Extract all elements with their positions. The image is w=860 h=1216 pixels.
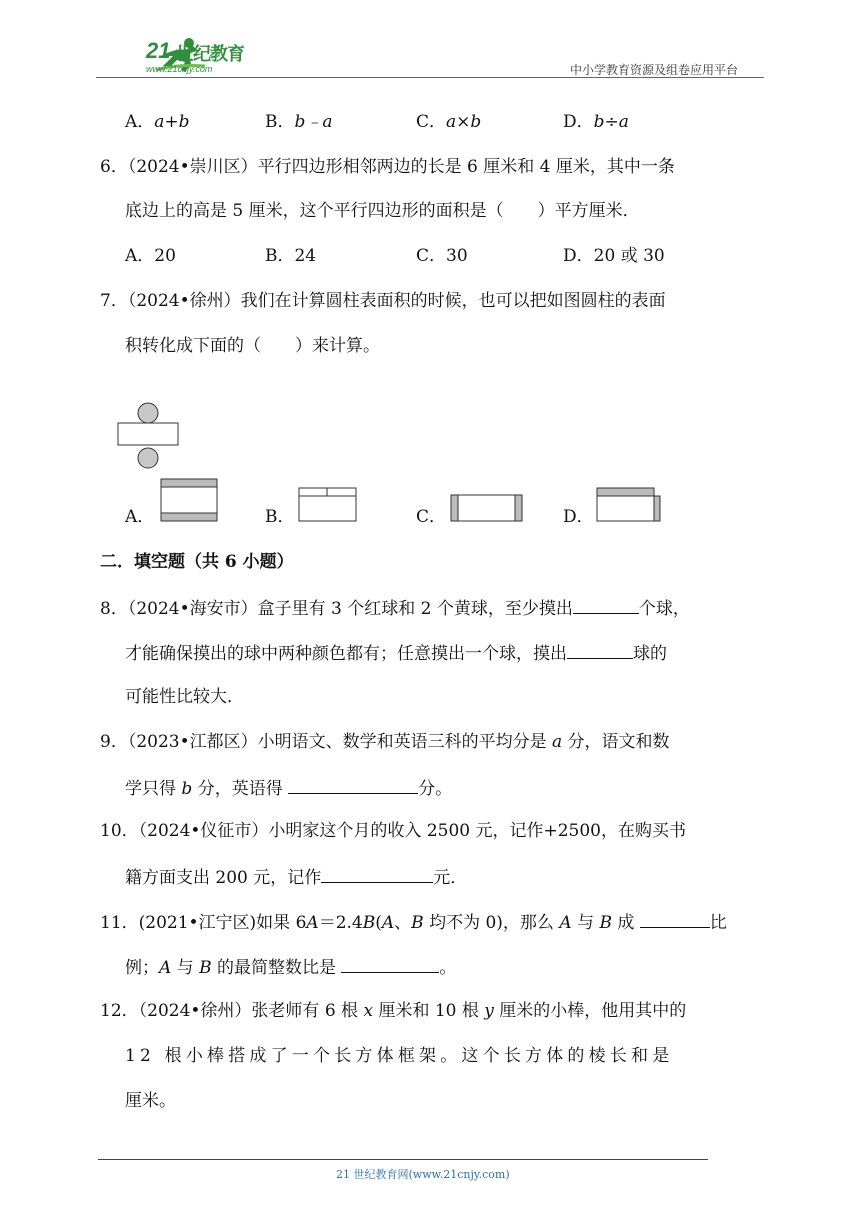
q7-option-d: D． [563, 507, 594, 527]
option-b-figure [298, 487, 358, 523]
q8-line2: 才能确保摸出的球中两种颜色都有；任意摸出一个球，摸出 球的 [125, 640, 667, 666]
q6-option-b: B．24 [265, 246, 317, 266]
option-a-figure [160, 478, 220, 523]
q8-blank-2[interactable] [567, 640, 633, 659]
q5-option-a: A．a+b [125, 112, 190, 132]
q8-blank-1[interactable] [573, 595, 639, 614]
top-circle [138, 403, 158, 423]
footer-link[interactable]: 21 世纪教育网(www.21cnjy.com) [336, 1168, 510, 1181]
q10-line1: 10．（2024•仪征市）小明家这个月的收入 2500 元，记作+2500，在购买书 [100, 821, 687, 841]
q5-option-b: B．b﹣a [265, 112, 333, 132]
option-d-figure [596, 487, 662, 523]
q11-line2: 例；A 与 B 的最简整数比是 。 [125, 954, 456, 980]
section-title: 二．填空题（共 6 小题） [100, 552, 294, 572]
q6-option-d: D．20 或 30 [563, 246, 665, 266]
q5-option-d: D．b÷a [563, 112, 629, 132]
q7-line1: 7．（2024•徐州）我们在计算圆柱表面积的时候，也可以把如图圆柱的表面 [100, 291, 666, 311]
q7-option-c: C． [416, 507, 447, 527]
q8-line3: 可能性比较大． [125, 687, 244, 707]
q5-option-c: C．a×b [416, 112, 482, 132]
header-divider [96, 77, 764, 78]
option-c-figure [450, 494, 524, 524]
q8-line1: 8．（2024•海安市）盒子里有 3 个红球和 2 个黄球，至少摸出 个球， [100, 595, 690, 621]
logo-name: 世纪教育 [176, 44, 244, 65]
q10-line2: 籍方面支出 200 元，记作 元． [125, 864, 467, 890]
logo-url: www.21cnjy.com [146, 64, 213, 74]
side-rectangle [118, 423, 178, 445]
q9-line2: 学只得 b 分，英语得 分。 [125, 775, 452, 801]
q10-blank[interactable] [321, 864, 433, 883]
q11-line1: 11．(2021•江宁区)如果 6A＝2.4B(A、B 均不为 0)，那么 A 与 B 成 比 [100, 909, 727, 935]
q11-blank-2[interactable] [341, 954, 439, 973]
q7-option-a: A． [125, 507, 155, 527]
q6-line2: 底边上的高是 5 厘米，这个平行四边形的面积是（ ）平方厘米． [125, 201, 640, 221]
q12-line1: 12．（2024•徐州）张老师有 6 根 x 厘米和 10 根 y 厘米的小棒，他用其中的 [100, 1001, 687, 1021]
q6-option-a: A．20 [125, 246, 176, 266]
q7-line2: 积转化成下面的（ ）来计算。 [125, 336, 380, 356]
q6-line1: 6．（2024•崇川区）平行四边形相邻两边的长是 6 厘米和 4 厘米，其中一条 [100, 157, 675, 177]
site-title: 中小学教育资源及组卷应用平台 [570, 63, 739, 77]
q9-line1: 9．（2023•江都区）小明语文、数学和英语三科的平均分是 a 分，语文和数 [100, 732, 670, 752]
bottom-circle [138, 448, 158, 468]
q9-blank[interactable] [288, 775, 418, 794]
q12-line3: 厘米。 [125, 1091, 176, 1111]
q11-blank-1[interactable] [640, 909, 710, 928]
logo-number: 21 [146, 38, 171, 63]
q6-option-c: C．30 [416, 246, 468, 266]
q7-option-b: B． [265, 507, 295, 527]
cylinder-net-figure [115, 400, 181, 472]
q12-line2: 12 根小棒搭成了一个长方体框架。这个长方体的棱长和是 [125, 1046, 674, 1066]
footer-divider [98, 1159, 708, 1160]
